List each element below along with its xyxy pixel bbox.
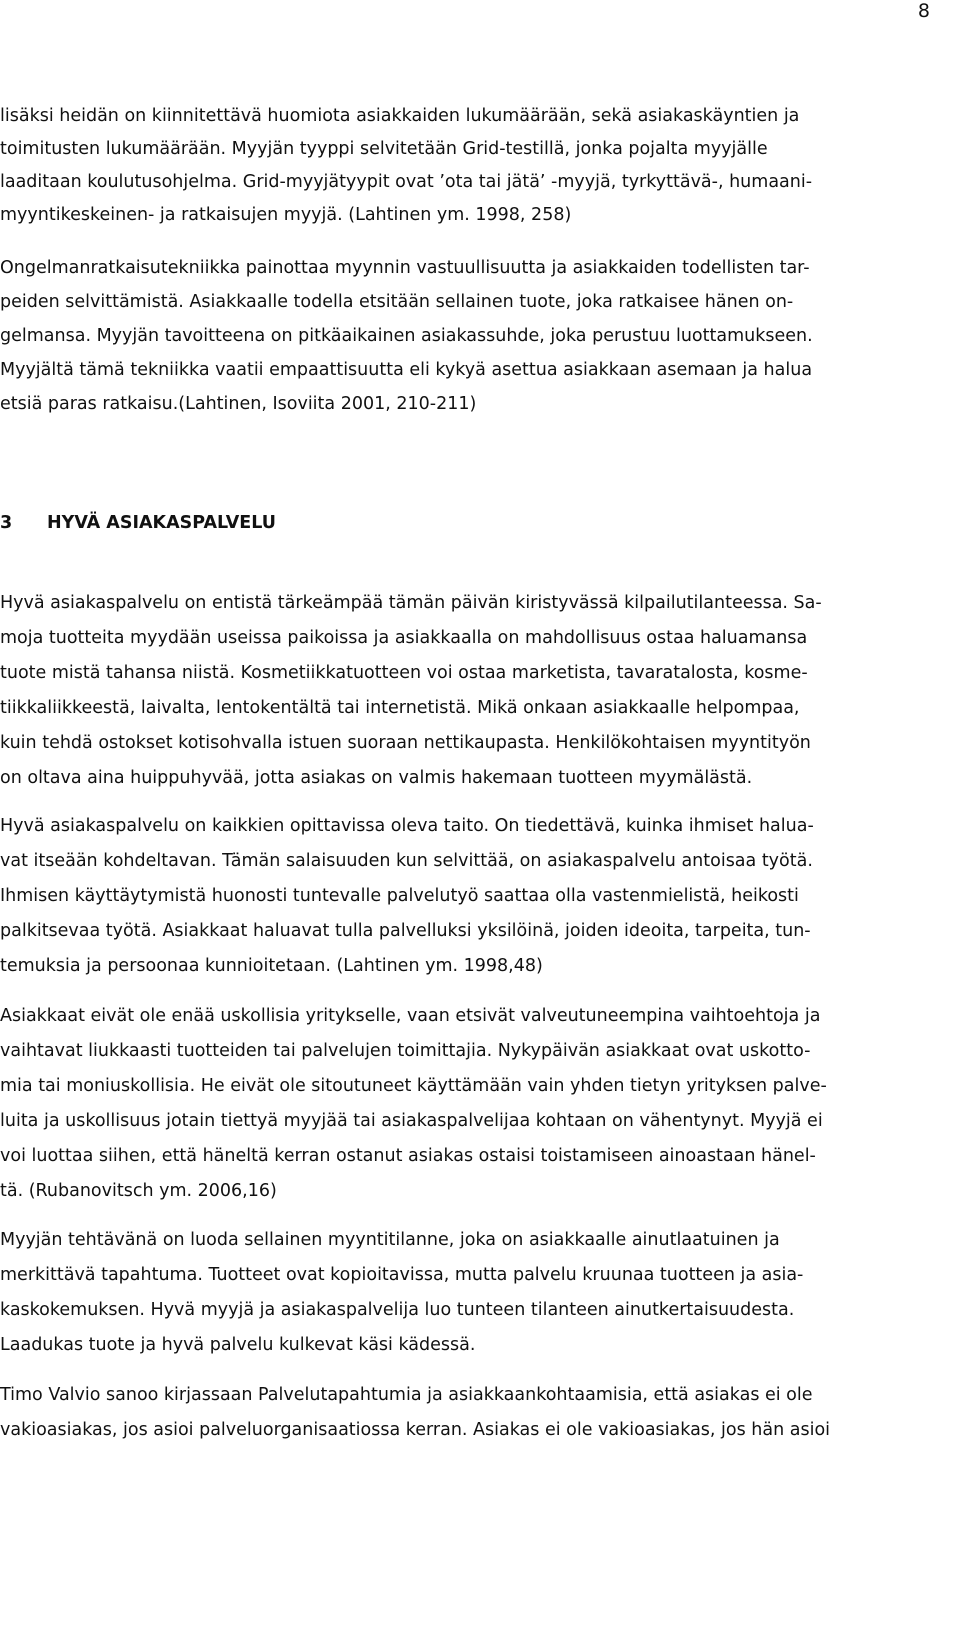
text-line: Hyvä asiakaspalvelu on entistä tärkeämpää tämän päivän kiristyvässä kilpailutilanteessa. Sa-: [0, 593, 822, 613]
text-line: tä. (Rubanovitsch ym. 2006,16): [0, 1181, 277, 1201]
paragraph-asiakasuskollisuus: [0, 999, 960, 1209]
text-line: Asiakkaat eivät ole enää uskollisia yritykselle, vaan etsivät valveutuneempina vaihtoehtoja ja: [0, 1006, 821, 1026]
text-line: Ongelmanratkaisutekniikka painottaa myynnin vastuullisuutta ja asiakkaiden todellisten tar-: [0, 258, 810, 278]
paragraph-opittava-taito: [0, 809, 960, 984]
text-line: moja tuotteita myydään useissa paikoissa ja asiakkaalla on mahdollisuus ostaa haluamansa: [0, 628, 808, 648]
text-line: kuin tehdä ostokset kotisohvalla istuen suoraan nettikaupasta. Henkilökohtaisen myyntityön: [0, 733, 811, 753]
text-line: Myyjän tehtävänä on luoda sellainen myyntitilanne, joka on asiakkaalle ainutlaatuinen ja: [0, 1230, 780, 1250]
text-line: laaditaan koulutusohjelma. Grid-myyjätyypit ovat ’ota tai jätä’ -myyjä, tyrkyttävä-, humaani-: [0, 172, 813, 192]
text-line: kaskokemuksen. Hyvä myyjä ja asiakaspalvelija luo tunteen tilanteen ainutkertaisuudesta.: [0, 1300, 795, 1320]
section-title: HYVÄ ASIAKASPALVELU: [47, 513, 276, 533]
text-line: Timo Valvio sanoo kirjassaan Palvelutapahtumia ja asiakkaankohtaamisia, että asiakas ei ole: [0, 1385, 813, 1405]
paragraph-grid-myyjatyypit: [0, 100, 960, 232]
text-line: voi luottaa siihen, että häneltä kerran ostanut asiakas ostaisi toistamiseen ainoastaan hänel-: [0, 1146, 816, 1166]
text-line: Hyvä asiakaspalvelu on kaikkien opittavissa oleva taito. On tiedettävä, kuinka ihmiset halua-: [0, 816, 814, 836]
text-line: peiden selvittämistä. Asiakkaalle todella etsitään sellainen tuote, joka ratkaisee hänen on-: [0, 292, 794, 312]
text-line: luita ja uskollisuus jotain tiettyä myyjää tai asiakaspalvelijaa kohtaan on vähentynyt. Myyjä ei: [0, 1111, 823, 1131]
paragraph-vakioasiakas: [0, 1378, 960, 1448]
text-line: vaihtavat liukkaasti tuotteiden tai palvelujen toimittajia. Nykypäivän asiakkaat ovat uskotto-: [0, 1041, 811, 1061]
section-number: 3: [0, 513, 13, 533]
text-line: toimitusten lukumäärään. Myyjän tyyppi selvitetään Grid-testillä, jonka pojalta myyjälle: [0, 139, 768, 159]
paragraph-asiakaspalvelu-tarkeys: [0, 586, 960, 796]
text-line: Myyjältä tämä tekniikka vaatii empaattisuutta eli kykyä asettua asiakkaan asemaan ja halua: [0, 360, 813, 380]
section-heading: [0, 506, 960, 540]
paragraph-ongelmanratkaisu: [0, 251, 960, 421]
text-line: merkittävä tapahtuma. Tuotteet ovat kopioitavissa, mutta palvelu kruunaa tuotteen ja asia-: [0, 1265, 804, 1285]
text-line: on oltava aina huippuhyvää, jotta asiakas on valmis hakemaan tuotteen myymälästä.: [0, 768, 753, 788]
text-line: lisäksi heidän on kiinnitettävä huomiota asiakkaiden lukumäärään, sekä asiakaskäyntien ja: [0, 106, 800, 126]
text-line: gelmansa. Myyjän tavoitteena on pitkäaikainen asiakassuhde, joka perustuu luottamukseen.: [0, 326, 813, 346]
document-body: [0, 100, 960, 1463]
text-line: myyntikeskeinen- ja ratkaisujen myyjä. (Lahtinen ym. 1998, 258): [0, 205, 572, 225]
text-line: temuksia ja persoonaa kunnioitetaan. (Lahtinen ym. 1998,48): [0, 956, 543, 976]
text-line: etsiä paras ratkaisu.(Lahtinen, Isoviita 2001, 210-211): [0, 394, 477, 414]
text-line: Ihmisen käyttäytymistä huonosti tuntevalle palvelutyö saattaa olla vastenmielistä, heikosti: [0, 886, 799, 906]
page-number: 8: [917, 0, 930, 22]
text-line: vat itseään kohdeltavan. Tämän salaisuuden kun selvittää, on asiakaspalvelu antoisaa työtä.: [0, 851, 813, 871]
text-line: mia tai moniuskollisia. He eivät ole sitoutuneet käyttämään vain yhden tietyn yrityksen palve-: [0, 1076, 827, 1096]
text-line: vakioasiakas, jos asioi palveluorganisaatiossa kerran. Asiakas ei ole vakioasiakas, jos hän asioi: [0, 1420, 831, 1440]
text-line: Laadukas tuote ja hyvä palvelu kulkevat käsi kädessä.: [0, 1335, 476, 1355]
text-line: tuote mistä tahansa niistä. Kosmetiikkatuotteen voi ostaa marketista, tavaratalosta, kosme-: [0, 663, 808, 683]
text-line: palkitsevaa työtä. Asiakkaat haluavat tulla palvelluksi yksilöinä, joiden ideoita, tarpeita, tun-: [0, 921, 811, 941]
paragraph-myyntitilanne: [0, 1223, 960, 1363]
text-line: tiikkaliikkeestä, laivalta, lentokentältä tai internetistä. Mikä onkaan asiakkaalle helpompaa,: [0, 698, 800, 718]
